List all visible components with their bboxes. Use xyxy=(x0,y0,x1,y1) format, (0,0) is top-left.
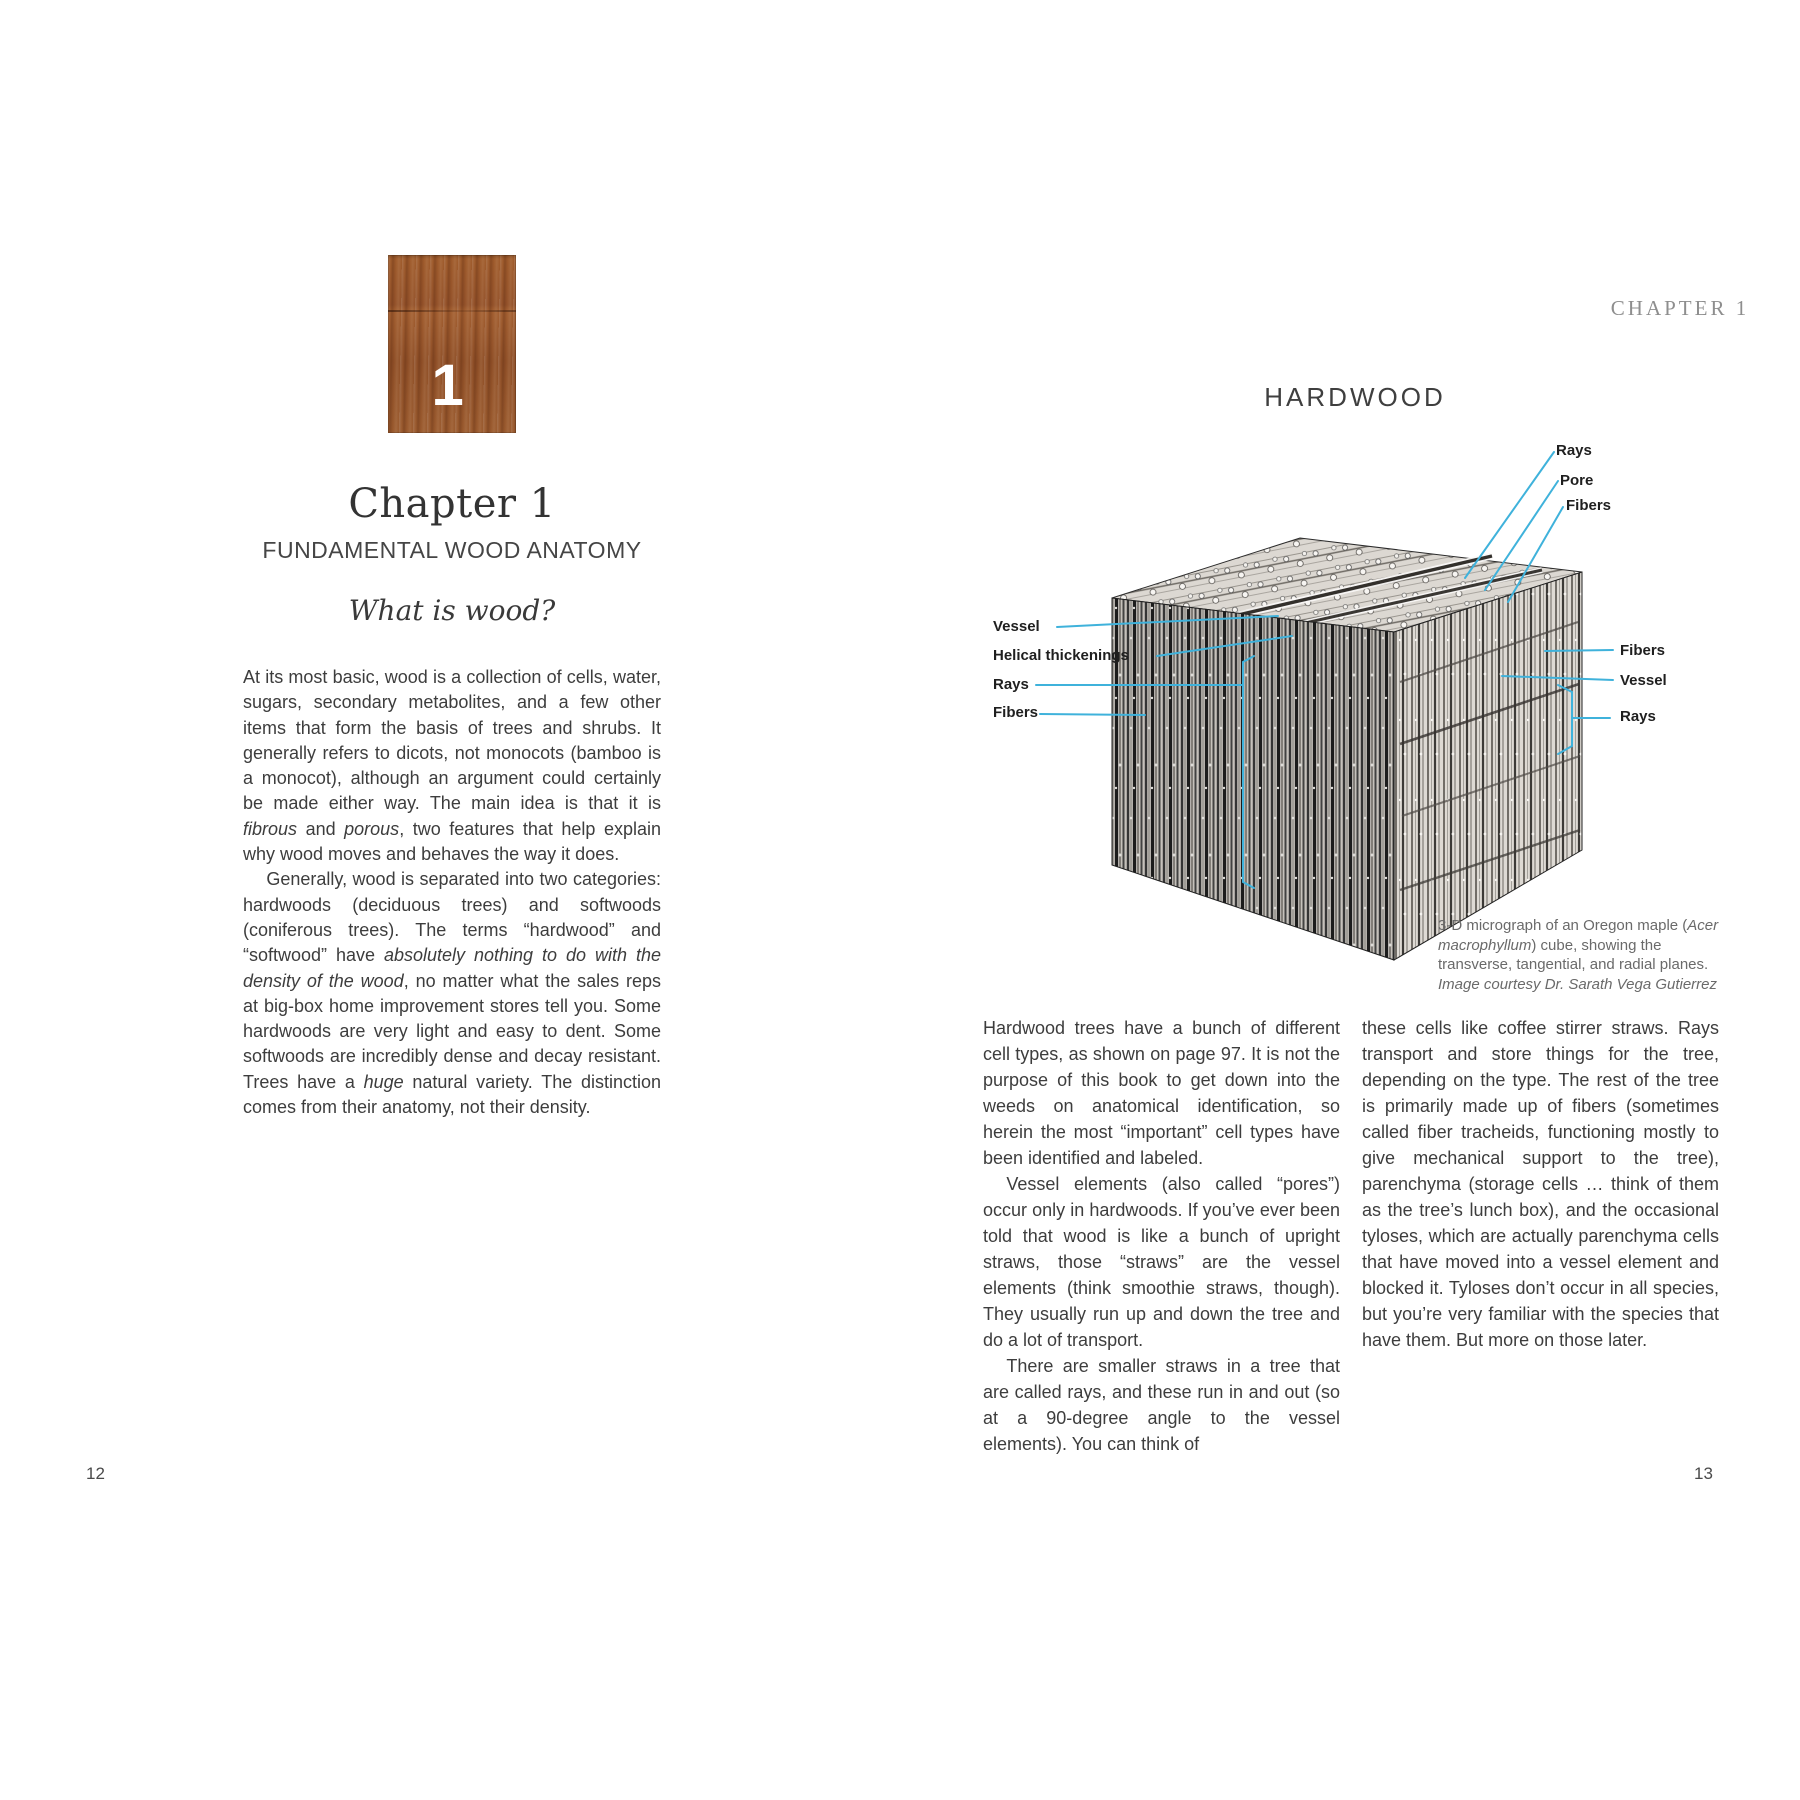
right-page-column-2 xyxy=(1362,1015,1719,1353)
label-rays-right: Rays xyxy=(1620,708,1656,725)
label-fibers-right: Fibers xyxy=(1620,642,1666,659)
section-title: HARDWOOD xyxy=(1264,382,1446,412)
paragraph: Hardwood trees have a bunch of different cell types, as shown on page 97. It is not the purpose of this book to get down into the weeds on anatomical identification, so herein the most “important” cell types have been identified and labeled. xyxy=(983,1018,1340,1168)
label-rays-left: Rays xyxy=(993,676,1029,693)
paragraph: Generally, wood is separated into two categories: hardwoods (deciduous trees) and softwoods (coniferous trees). The terms “hardwood” and “softwood” have absolutely nothing to do with the density of the wood, no matter what the sales reps at big-box home improvement stores tell you. Some hardwoods are very light and easy to dent. Some softwoods are incredibly dense and decay resistant. Trees have a huge natural variety. The distinction comes from their anatomy, not their density. xyxy=(243,869,662,1118)
chapter-number: 1 xyxy=(431,353,464,419)
label-pore: Pore xyxy=(1560,472,1594,489)
left-page-content xyxy=(243,255,661,1120)
right-page-column-1 xyxy=(983,1015,1340,1457)
running-head: CHAPTER 1 xyxy=(1610,296,1750,320)
label-helical-thickenings: Helical thickenings xyxy=(993,647,1129,664)
chapter-title: Chapter 1 xyxy=(348,481,556,527)
label-rays-top: Rays xyxy=(1556,442,1592,459)
chapter-subtitle: FUNDAMENTAL WOOD ANATOMY xyxy=(262,537,642,563)
paragraph: Vessel elements (also called “pores”) occur only in hardwoods. If you’ve ever been told that wood is like a bunch of upright straws, those “straws” are the vessel elements (think smoothie straws, though). They usually run up and down the tree and do a lot of transport. xyxy=(983,1174,1340,1350)
paragraph: these cells like coffee stirrer straws. Rays transport and store things for the tree, depending on the type. The rest of the tree is primarily made up of fibers (sometimes called fiber tracheids, functioning mostly to give mechanical support to the tree), parenchyma (storage cells … think of them as the tree’s lunch box), and the occasional tyloses, which are actually parenchyma cells that have moved into a vessel element and blocked it. Tyloses don’t occur in all species, but you’re very familiar with the species that have them. But more on those later. xyxy=(1362,1018,1719,1350)
figure-caption: 3-D micrograph of an Oregon maple (Acer macrophyllum) cube, showing the transverse, tangential, and radial planes. Image courtesy Dr. Sarath Vega Gutierrez xyxy=(1438,917,1719,993)
page-number-right: 13 xyxy=(1694,1464,1713,1483)
label-fibers-left: Fibers xyxy=(993,704,1039,721)
micrograph-cube-image xyxy=(1090,530,1600,975)
chapter-wood-thumbnail xyxy=(388,255,516,433)
label-vessel-right: Vessel xyxy=(1620,672,1667,689)
label-fibers-top: Fibers xyxy=(1566,497,1612,514)
hardwood-figure xyxy=(960,382,1750,1010)
chapter-question: What is wood? xyxy=(348,594,556,627)
page-number-left: 12 xyxy=(86,1464,105,1483)
left-page-body xyxy=(243,665,661,1120)
paragraph: At its most basic, wood is a collection of cells, water, sugars, secondary metabolites, and a few other items that form the basis of trees and shrubs. It generally refers to dicots, not monocots (bamboo is a monocot), although an argument could certainly be made either way. The main idea is that it is fibrous and porous, two features that help explain why wood moves and behaves the way it does. xyxy=(243,667,661,865)
paragraph: There are smaller straws in a tree that are called rays, and these run in and out (so at a 90-degree angle to the vessel elements). You can think of xyxy=(983,1356,1340,1454)
label-vessel-left: Vessel xyxy=(993,618,1040,635)
